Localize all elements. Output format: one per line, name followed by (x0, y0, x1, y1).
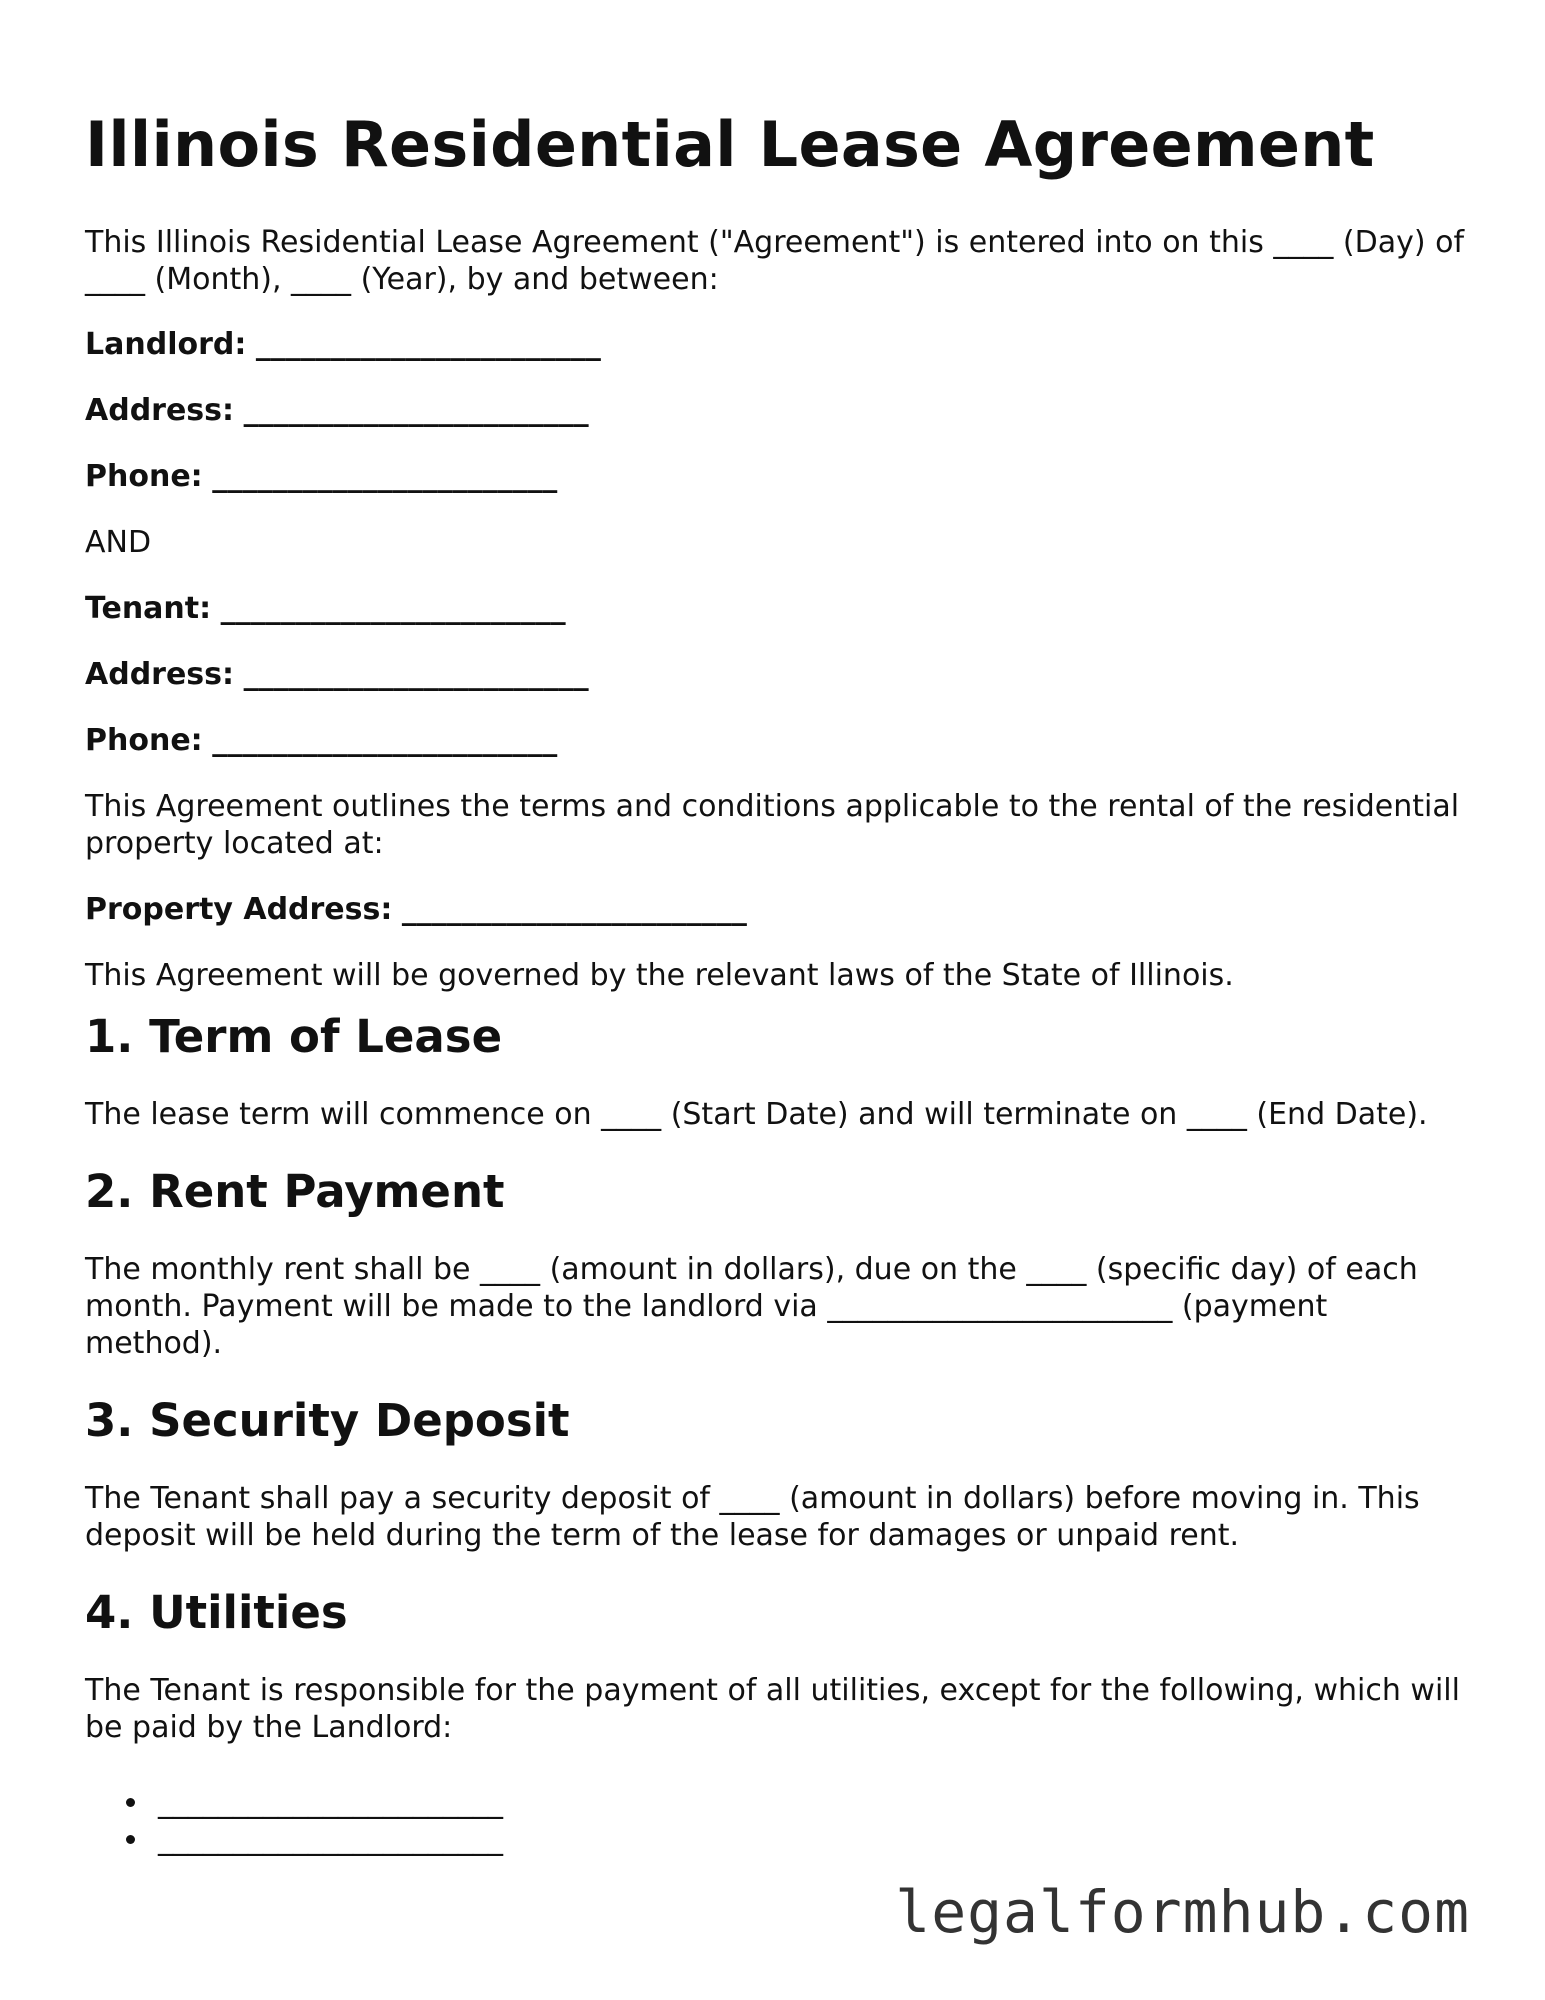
intro-paragraph: This Illinois Residential Lease Agreement ("Agreement") is entered into on this ____ (Day) of ____ (Month), ____ (Year), by and between: (85, 225, 1465, 297)
and-separator: AND (85, 525, 152, 560)
section-body-rent: The monthly rent shall be ____ (amount in dollars), due on the ____ (specific day) of each month. Payment will be made to the landlord via _______________________ (payment method). (85, 1252, 1418, 1361)
tenant-name-label: Tenant: (85, 591, 212, 626)
landlord-name-blank: _______________________ (255, 327, 601, 362)
bullet-icon (126, 1835, 135, 1844)
tenant-phone-label: Phone: (85, 723, 203, 758)
tenant-phone-field (85, 722, 1465, 759)
watermark-text: legalformhub.com (895, 1878, 1470, 1946)
list-item (85, 1784, 1465, 1821)
landlord-phone-blank: _______________________ (212, 459, 558, 494)
section-body-utilities: The Tenant is responsible for the payment of all utilities, except for the following, which will be paid by the Landlord: (85, 1673, 1460, 1745)
property-intro-paragraph: This Agreement outlines the terms and conditions applicable to the rental of the residential property located at: (85, 789, 1460, 861)
utility-list (85, 1784, 1465, 1858)
landlord-name-label: Landlord: (85, 327, 247, 362)
section-heading-rent: 2. Rent Payment (85, 1165, 505, 1218)
utility-item-blank: _______________________ (158, 1822, 503, 1857)
property-address-blank: _______________________ (401, 892, 747, 927)
landlord-phone-label: Phone: (85, 459, 203, 494)
section-body-term: The lease term will commence on ____ (Start Date) and will terminate on ____ (End Date). (85, 1097, 1428, 1132)
landlord-address-field (85, 392, 1465, 429)
governing-law-paragraph: This Agreement will be governed by the relevant laws of the State of Illinois. (85, 958, 1234, 993)
document-title: Illinois Residential Lease Agreement (85, 108, 1375, 181)
tenant-address-blank: _______________________ (243, 657, 589, 692)
tenant-name-field (85, 590, 1465, 627)
list-item (85, 1821, 1465, 1858)
section-heading-utilities: 4. Utilities (85, 1586, 348, 1639)
section-heading-deposit: 3. Security Deposit (85, 1394, 570, 1447)
landlord-address-blank: _______________________ (243, 393, 589, 428)
tenant-name-blank: _______________________ (220, 591, 566, 626)
tenant-phone-blank: _______________________ (212, 723, 558, 758)
lease-document (85, 110, 1465, 1858)
section-heading-term: 1. Term of Lease (85, 1010, 503, 1063)
property-address-label: Property Address: (85, 892, 393, 927)
bullet-icon (126, 1798, 135, 1807)
tenant-address-field (85, 656, 1465, 693)
property-address-field (85, 891, 1465, 928)
section-body-deposit: The Tenant shall pay a security deposit of ____ (amount in dollars) before moving in. This deposit will be held during the term of the lease for damages or unpaid rent. (85, 1481, 1420, 1553)
landlord-name-field (85, 326, 1465, 363)
landlord-address-label: Address: (85, 393, 235, 428)
tenant-address-label: Address: (85, 657, 235, 692)
landlord-phone-field (85, 458, 1465, 495)
utility-item-blank: _______________________ (158, 1785, 503, 1820)
